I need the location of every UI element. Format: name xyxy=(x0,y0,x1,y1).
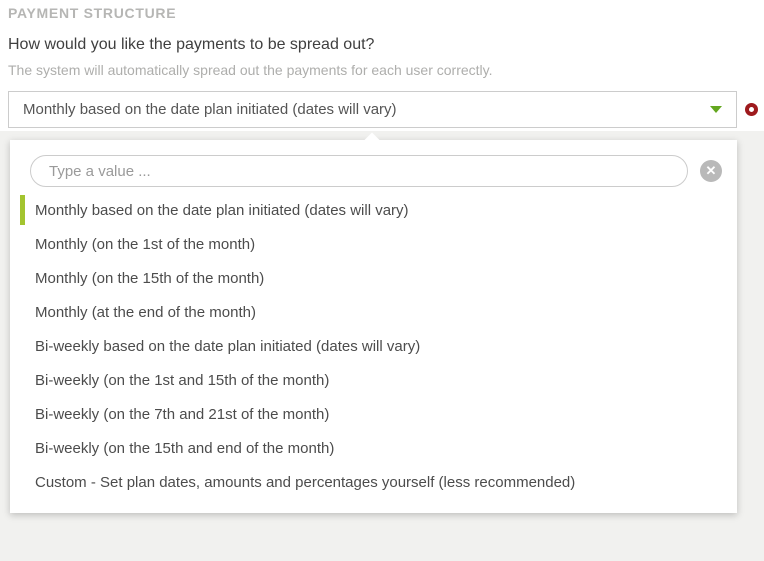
dropdown-option[interactable]: Bi-weekly (on the 15th and end of the month) xyxy=(35,439,335,457)
selected-value: Monthly based on the date plan initiated (dates will vary) xyxy=(23,101,397,118)
payment-structure-select[interactable] xyxy=(8,91,737,128)
dropdown-arrow-icon xyxy=(710,106,722,113)
dropdown-option[interactable]: Monthly based on the date plan initiated (dates will vary) xyxy=(10,193,737,227)
dropdown-option[interactable]: Bi-weekly (on the 7th and 21st of the month) xyxy=(35,405,330,423)
close-icon: ✕ xyxy=(705,163,717,178)
dropdown-option[interactable]: Monthly (on the 1st of the month) xyxy=(35,235,256,253)
section-title: PAYMENT STRUCTURE xyxy=(8,5,177,21)
dropdown-panel xyxy=(10,140,737,513)
dropdown-option[interactable]: Custom - Set plan dates, amounts and percentages yourself (less recommended) xyxy=(35,473,576,491)
clear-search-button[interactable] xyxy=(700,160,722,182)
options-list xyxy=(10,193,737,499)
payment-spread-question: How would you like the payments to be spread out? xyxy=(8,36,375,53)
dropdown-option[interactable]: Monthly (on the 15th of the month) xyxy=(35,269,265,287)
required-indicator-icon xyxy=(745,103,758,116)
search-input[interactable] xyxy=(30,155,688,187)
helper-text: The system will automatically spread out the payments for each user correctly. xyxy=(8,62,493,78)
dropdown-option[interactable]: Bi-weekly based on the date plan initiated (dates will vary) xyxy=(35,337,421,355)
dropdown-option[interactable]: Monthly (at the end of the month) xyxy=(35,303,256,321)
search-row xyxy=(30,155,722,187)
dropdown-option[interactable]: Bi-weekly (on the 1st and 15th of the month) xyxy=(35,371,330,389)
